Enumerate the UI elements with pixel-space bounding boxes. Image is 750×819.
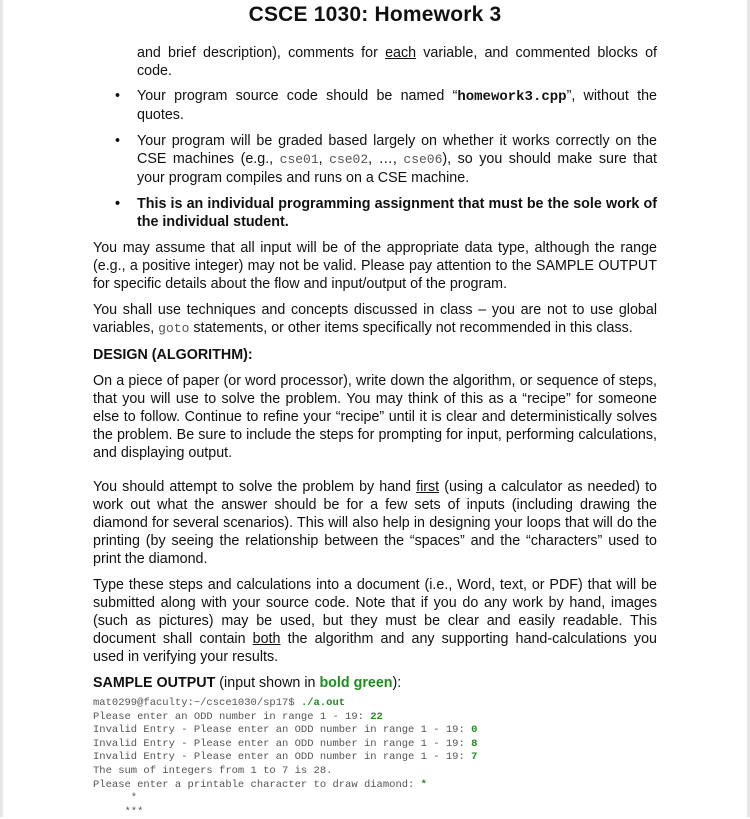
text-span: , …, bbox=[368, 151, 404, 167]
terminal-input: 22 bbox=[370, 710, 383, 723]
text-span: Your program source code should be named “ bbox=[137, 88, 458, 104]
bullet-dot-icon: • bbox=[115, 133, 121, 149]
text-span: statements, or other items specifically not recommended in this class. bbox=[189, 320, 633, 336]
machine-code: cse02 bbox=[329, 152, 369, 167]
document-title: CSCE 1030: Homework 3 bbox=[248, 3, 502, 26]
page-edge-left bbox=[0, 0, 3, 817]
terminal-prompt: mat0299@faculty:~/csce1030/sp17$ bbox=[93, 697, 301, 709]
paragraph-document bbox=[93, 576, 657, 666]
machine-code: cse01 bbox=[279, 152, 319, 167]
text-span: SAMPLE OUTPUT bbox=[93, 675, 216, 691]
text-span: You shall use techniques and concepts discussed in class – you are not to use global variables, bbox=[93, 302, 657, 336]
paragraph-algorithm: On a piece of paper (or word processor), write down the algorithm, or sequence of steps, that you will use to solve the problem. You may think of this as a “recipe” for someone else to follow. Continue to refine your “recipe” until it is clear and deterministically solves the problem. Be sure to include the steps for prompting for input, performing calculations, and displaying output. bbox=[93, 373, 657, 461]
bullet-continuation bbox=[93, 44, 657, 80]
terminal-line: Invalid Entry - Please enter an ODD number in range 1 - 19: bbox=[93, 724, 472, 737]
underlined-word: first bbox=[416, 479, 440, 495]
terminal-line: The sum of integers from 1 to 7 is 28. bbox=[93, 764, 333, 777]
terminal-line: Invalid Entry - Please enter an ODD number in range 1 - 19: bbox=[93, 737, 472, 750]
text-span: the algorithm and any supporting hand-calculations you used in verifying your results. bbox=[93, 631, 657, 665]
terminal-line: Please enter a printable character to draw diamond: bbox=[93, 778, 421, 791]
paragraph-input-assumption: You may assume that all input will be of the appropriate data type, although the range (e.g., a positive integer) may not be valid. Please pay attention to the SAMPLE OUTPUT for specific details about the flow and input/output of the program. bbox=[93, 240, 657, 292]
text-span: You should attempt to solve the problem by hand bbox=[93, 479, 417, 495]
design-heading: DESIGN (ALGORITHM): bbox=[93, 347, 253, 363]
green-label: bold green bbox=[319, 675, 393, 691]
paragraph-techniques bbox=[93, 301, 657, 338]
paragraph-by-hand bbox=[93, 478, 657, 568]
terminal-line: Please enter an ODD number in range 1 - 19: bbox=[93, 710, 371, 723]
terminal-input: 7 bbox=[471, 751, 478, 764]
goto-code: goto bbox=[158, 321, 190, 336]
text-span: Your program will be graded based largely on whether it works correctly on the CSE machines (e.g., bbox=[137, 133, 657, 167]
terminal-line: Invalid Entry - Please enter an ODD number in range 1 - 19: bbox=[93, 751, 472, 764]
text-span: ), so you should make sure that your program compiles and runs on a CSE machine. bbox=[137, 151, 657, 186]
underlined-word: both bbox=[252, 631, 281, 647]
bullet-item-filename bbox=[93, 87, 657, 124]
text-span: variable, and commented blocks of code. bbox=[137, 45, 657, 79]
document-body bbox=[93, 44, 657, 819]
text-span: ): bbox=[392, 675, 402, 691]
text-span: and brief description), comments for bbox=[137, 45, 386, 61]
sample-output-heading bbox=[93, 674, 657, 692]
terminal-input: ./a.out bbox=[300, 697, 346, 709]
terminal-input: * bbox=[420, 778, 427, 791]
text-span: (using a calculator as needed) to work out what the answer should be for a few sets of inputs (including drawing the diamond for several scenarios). This will also help in designing your loops that will do the printing (by seeing the relationship between the “spaces” and the “characters” used to print the diamond. bbox=[93, 479, 657, 567]
underlined-word: each bbox=[385, 45, 417, 61]
bullet-item-grading bbox=[93, 132, 657, 187]
text-span: Type these steps and calculations into a document (i.e., Word, text, or PDF) that will be submitted along with your source code. Note that if you do any work by hand, images (such as pictures) may be used, but they must be clear and easily readable. This document shall contain bbox=[93, 577, 657, 647]
machine-code: cse06 bbox=[403, 152, 443, 167]
terminal-output bbox=[93, 697, 657, 819]
text-span: (input shown in bbox=[215, 675, 320, 691]
bullet-dot-icon: • bbox=[115, 196, 121, 212]
terminal-input: 0 bbox=[471, 724, 478, 737]
terminal-input: 8 bbox=[471, 737, 478, 750]
terminal-line: * bbox=[93, 792, 138, 805]
text-span: This is an individual programming assignment that must be the sole work of the individual student. bbox=[137, 196, 657, 230]
bullet-item-individual bbox=[93, 195, 657, 231]
bullet-dot-icon: • bbox=[115, 88, 121, 104]
text-span: ”, without the quotes. bbox=[137, 88, 657, 123]
filename-code: homework3.cpp bbox=[457, 89, 567, 105]
terminal-line: *** bbox=[93, 805, 144, 818]
text-span: , bbox=[318, 151, 330, 167]
